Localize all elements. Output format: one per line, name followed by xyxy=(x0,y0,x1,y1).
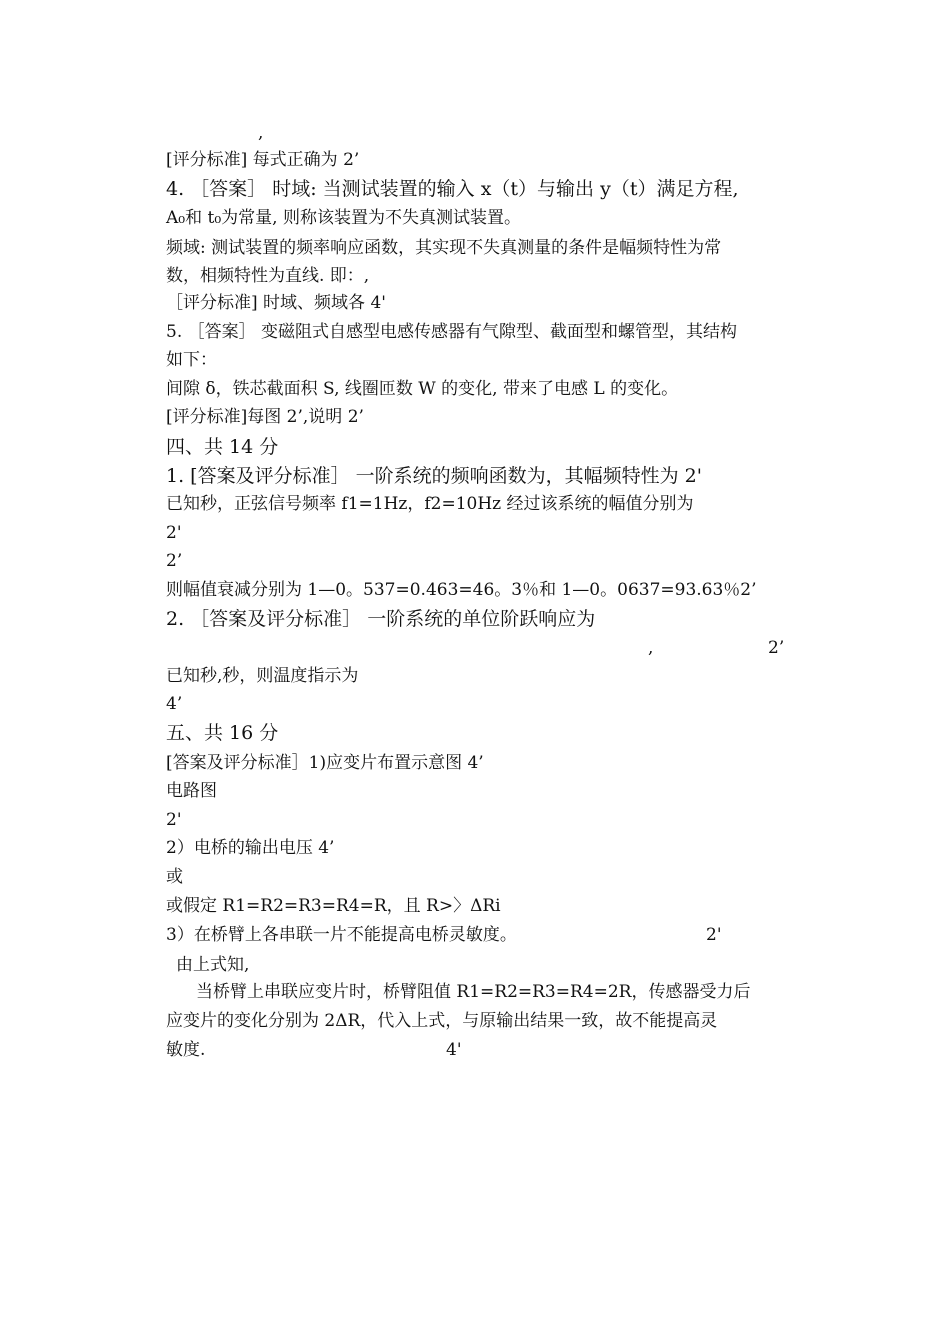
text-line: [评分标准]每图 2’,说明 2’ xyxy=(166,407,364,427)
text-line: A₀和 t₀为常量, 则称该装置为不失真测试装置。 xyxy=(166,208,521,228)
text-line: 如下： xyxy=(166,350,217,370)
text-line: 四、共 14 分 xyxy=(166,436,279,458)
text-line: 5. ［答案］ 变磁阻式自感型电感传感器有气隙型、截面型和螺管型，其结构 xyxy=(166,322,738,342)
text-line: 则幅值衰减分别为 1—0。537=0.463=46。3％和 1—0。0637=93.63％2’ xyxy=(166,580,757,600)
text-line: 敏度. xyxy=(166,1040,206,1060)
text-line: 2' xyxy=(166,810,182,830)
text-line: 或 xyxy=(166,867,183,887)
text-line: 4' xyxy=(446,1040,462,1060)
text-line: 已知秒，正弦信号频率 f1=1Hz，f2=10Hz 经过该系统的幅值分别为 xyxy=(166,494,694,514)
text-line: 2' xyxy=(706,925,722,945)
text-line: 2. ［答案及评分标准］ 一阶系统的单位阶跃响应为 xyxy=(166,608,596,630)
text-line: 由上式知, xyxy=(176,955,250,975)
text-line: 或假定 R1=R2=R3=R4=R，且 R>〉ΔRi xyxy=(166,896,501,916)
text-line: ［评分标准] 时域、频域各 4' xyxy=(166,293,386,313)
text-line: , xyxy=(648,638,654,658)
text-line: 频域: 测试装置的频率响应函数，其实现不失真测量的条件是幅频特性为常 xyxy=(166,238,722,258)
text-line: 五、共 16 分 xyxy=(166,722,279,744)
text-line: 1. [答案及评分标准］ 一阶系统的频响函数为，其幅频特性为 2' xyxy=(166,465,702,487)
text-line: 2’ xyxy=(768,638,785,658)
text-line: 4’ xyxy=(166,694,183,714)
text-line: , xyxy=(258,123,264,143)
text-line: 2' xyxy=(166,523,182,543)
text-line: 2’ xyxy=(166,551,183,571)
text-line: 电路图 xyxy=(166,781,217,801)
text-line: 数，相频特性为直线. 即：, xyxy=(166,266,370,286)
text-line: 应变片的变化分别为 2ΔR，代入上式，与原输出结果一致，故不能提高灵 xyxy=(166,1011,718,1031)
text-line: 4. ［答案］ 时域: 当测试装置的输入 x（t）与输出 y（t）满足方程, xyxy=(166,178,739,200)
text-line: [评分标准] 每式正确为 2’ xyxy=(166,150,360,170)
text-line: 间隙 δ，铁芯截面积 S, 线圈匝数 W 的变化, 带来了电感 L 的变化。 xyxy=(166,379,679,399)
text-line: 已知秒,秒，则温度指示为 xyxy=(166,666,359,686)
text-line: [答案及评分标准］1)应变片布置示意图 4’ xyxy=(166,753,484,773)
text-line: 当桥臂上串联应变片时，桥臂阻值 R1=R2=R3=R4=2R，传感器受力后 xyxy=(196,982,751,1002)
text-line: 3）在桥臂上各串联一片不能提高电桥灵敏度。 xyxy=(166,925,517,945)
text-line: 2）电桥的输出电压 4’ xyxy=(166,838,335,858)
